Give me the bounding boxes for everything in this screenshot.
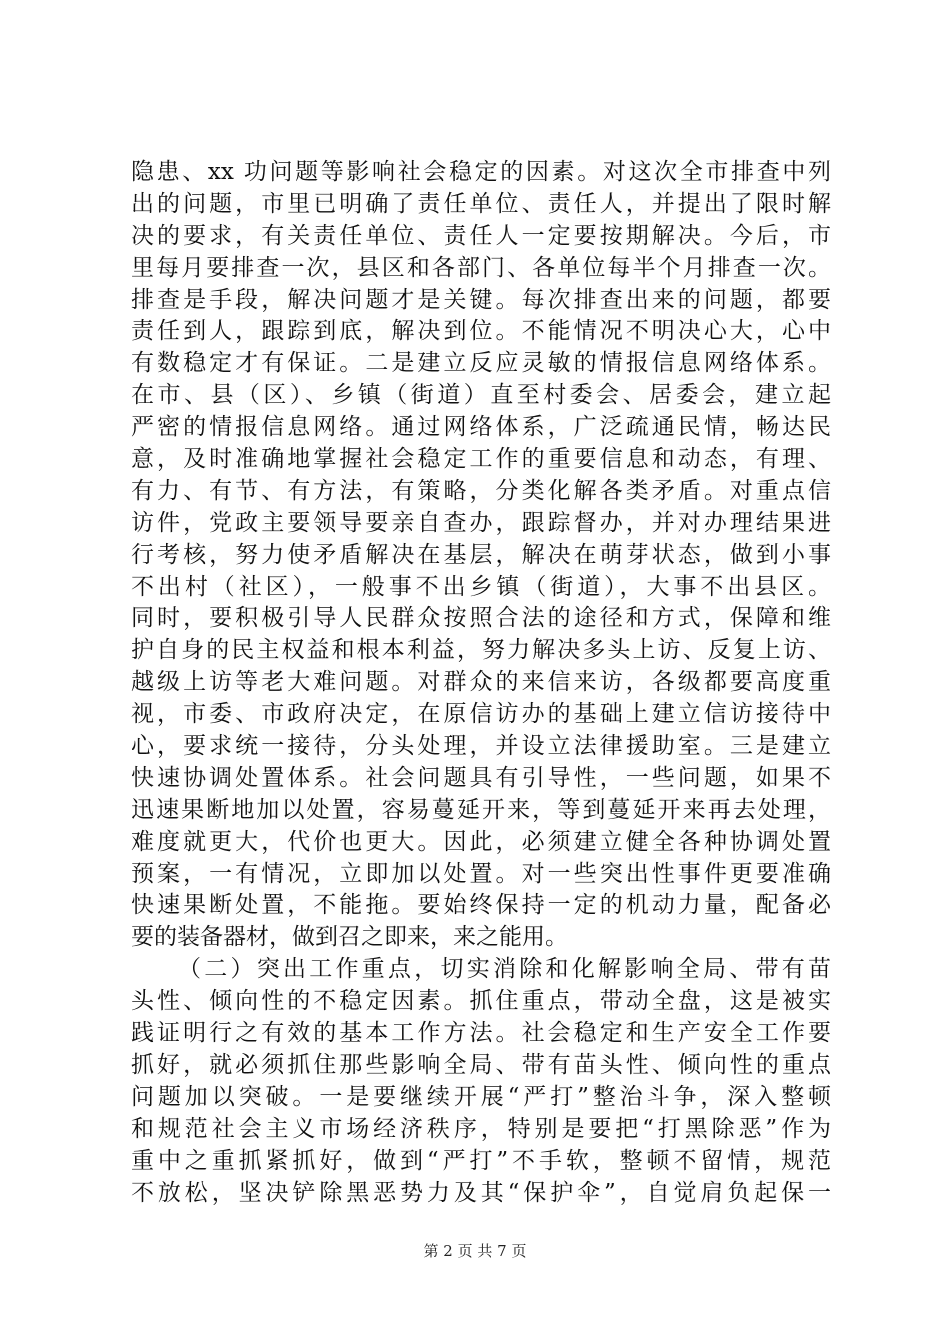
- text-line: 有数稳定才有保证。二是建立反应灵敏的情报信息网络体系。: [131, 350, 831, 377]
- text-line: 抓好，就必须抓住那些影响全局、带有苗头性、倾向性的重点: [131, 1051, 831, 1078]
- text-line: 行考核，努力使矛盾解决在基层，解决在萌芽状态，做到小事: [131, 541, 831, 568]
- text-line: 不出村（社区），一般事不出乡镇（街道），大事不出县区。: [131, 573, 831, 600]
- text-line: 问题加以突破。一是要继续开展“严打”整治斗争，深入整顿: [131, 1083, 831, 1110]
- text-line: 迅速果断地加以处置，容易蔓延开来，等到蔓延开来再去处理，: [131, 796, 831, 823]
- text-line: 排查是手段，解决问题才是关键。每次排查出来的问题，都要: [131, 286, 831, 313]
- text-line: 践证明行之有效的基本工作方法。社会稳定和生产安全工作要: [131, 1020, 831, 1047]
- text-line: 访件，党政主要领导要亲自查办，跟踪督办，并对办理结果进: [131, 509, 831, 536]
- text-line: 决的要求，有关责任单位、责任人一定要按期解决。今后，市: [131, 222, 831, 249]
- text-line: 出的问题，市里已明确了责任单位、责任人，并提出了限时解: [131, 190, 831, 217]
- text-line: 头性、倾向性的不稳定因素。抓住重点，带动全盘，这是被实: [131, 988, 831, 1015]
- paragraph-first-line: （二）突出工作重点，切实消除和化解影响全局、带有苗: [178, 956, 831, 983]
- text-line: 难度就更大，代价也更大。因此，必须建立健全各种协调处置: [131, 828, 831, 855]
- text-line: 在市、县（区）、乡镇（街道）直至村委会、居委会，建立起: [131, 382, 831, 409]
- text-line: 不放松，坚决铲除黑恶势力及其“保护伞”，自觉肩负起保一: [131, 1179, 831, 1206]
- text-line: 和规范社会主义市场经济秩序，特别是要把“打黑除恶”作为: [131, 1115, 831, 1142]
- text-line: 里每月要排查一次，县区和各部门、各单位每半个月排查一次。: [131, 254, 831, 281]
- text-line: 责任到人，跟踪到底，解决到位。不能情况不明决心大，心中: [131, 318, 831, 345]
- text-line: 快速果断处置，不能拖。要始终保持一定的机动力量，配备必: [131, 892, 831, 919]
- text-line: 有力、有节、有方法，有策略，分类化解各类矛盾。对重点信: [131, 477, 831, 504]
- text-line: 护自身的民主权益和根本利益，努力解决多头上访、反复上访、: [131, 637, 831, 664]
- paragraph-last-line: 要的装备器材，做到召之即来，来之能用。: [131, 924, 568, 951]
- text-line: 视，市委、市政府决定，在原信访办的基础上建立信访接待中: [131, 701, 831, 728]
- page-number-footer: 第 2 页 共 7 页: [423, 1242, 527, 1260]
- document-body: [131, 157, 831, 1209]
- text-line: 预案，一有情况，立即加以处置。对一些突出性事件更要准确: [131, 860, 831, 887]
- text-line: 隐患、xx 功问题等影响社会稳定的因素。对这次全市排查中列: [131, 159, 831, 185]
- text-line: 意，及时准确地掌握社会稳定工作的重要信息和动态，有理、: [131, 446, 831, 473]
- text-line: 心，要求统一接待，分头处理，并设立法律援助室。三是建立: [131, 733, 831, 760]
- text-line: 同时，要积极引导人民群众按照合法的途径和方式，保障和维: [131, 605, 831, 632]
- text-line: 重中之重抓紧抓好，做到“严打”不手软，整顿不留情，规范: [131, 1147, 831, 1174]
- text-line: 快速协调处置体系。社会问题具有引导性，一些问题，如果不: [131, 764, 831, 791]
- text-line: 严密的情报信息网络。通过网络体系，广泛疏通民情，畅达民: [131, 414, 831, 441]
- text-line: 越级上访等老大难问题。对群众的来信来访，各级都要高度重: [131, 669, 831, 696]
